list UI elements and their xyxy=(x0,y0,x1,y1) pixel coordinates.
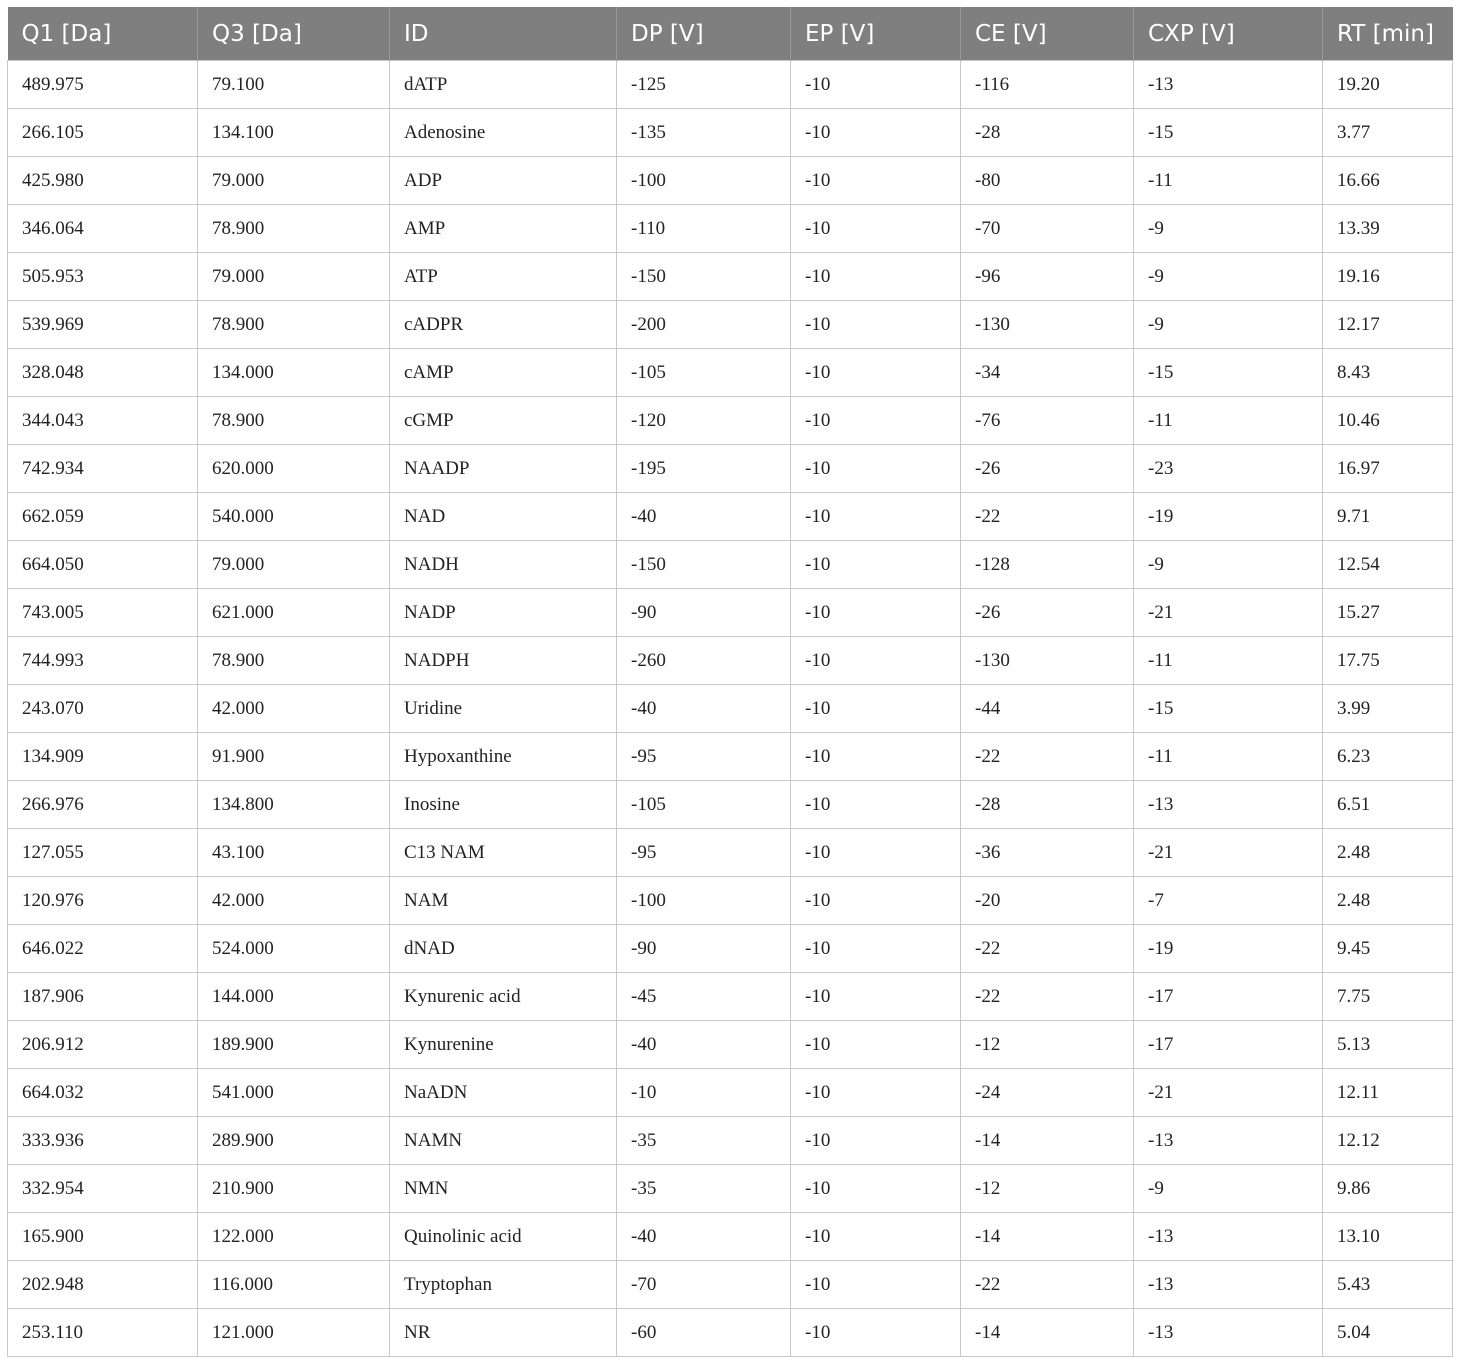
table-cell: -15 xyxy=(1134,109,1323,157)
table-cell: Kynurenic acid xyxy=(390,973,617,1021)
table-cell: NADP xyxy=(390,589,617,637)
table-cell: 3.99 xyxy=(1323,685,1453,733)
table-cell: 540.000 xyxy=(198,493,390,541)
table-cell: -21 xyxy=(1134,589,1323,637)
table-cell: 5.43 xyxy=(1323,1261,1453,1309)
table-cell: -10 xyxy=(791,973,961,1021)
table-cell: 9.45 xyxy=(1323,925,1453,973)
table-cell: -28 xyxy=(961,781,1134,829)
table-cell: 127.055 xyxy=(8,829,198,877)
table-cell: 13.39 xyxy=(1323,205,1453,253)
table-row xyxy=(8,733,1453,781)
table-cell: 202.948 xyxy=(8,1261,198,1309)
table-cell: 328.048 xyxy=(8,349,198,397)
table-cell: -10 xyxy=(791,877,961,925)
table-cell: -10 xyxy=(791,685,961,733)
table-cell: 17.75 xyxy=(1323,637,1453,685)
table-row xyxy=(8,1261,1453,1309)
table-cell: -10 xyxy=(791,493,961,541)
table-cell: 253.110 xyxy=(8,1309,198,1357)
column-header: DP [V] xyxy=(617,7,791,61)
table-cell: -9 xyxy=(1134,253,1323,301)
table-cell: -10 xyxy=(791,829,961,877)
table-cell: 12.12 xyxy=(1323,1117,1453,1165)
table-cell: 210.900 xyxy=(198,1165,390,1213)
table-cell: -10 xyxy=(791,301,961,349)
table-cell: 332.954 xyxy=(8,1165,198,1213)
table-cell: -130 xyxy=(961,301,1134,349)
table-cell: 2.48 xyxy=(1323,829,1453,877)
table-cell: -9 xyxy=(1134,541,1323,589)
table-cell: -128 xyxy=(961,541,1134,589)
table-cell: -15 xyxy=(1134,685,1323,733)
table-row xyxy=(8,397,1453,445)
table-cell: -95 xyxy=(617,829,791,877)
table-cell: 144.000 xyxy=(198,973,390,1021)
table-cell: 134.100 xyxy=(198,109,390,157)
table-cell: NAM xyxy=(390,877,617,925)
column-header: CE [V] xyxy=(961,7,1134,61)
table-cell: 662.059 xyxy=(8,493,198,541)
table-cell: 12.17 xyxy=(1323,301,1453,349)
table-cell: -28 xyxy=(961,109,1134,157)
table-cell: -11 xyxy=(1134,157,1323,205)
table-cell: -150 xyxy=(617,541,791,589)
table-cell: -10 xyxy=(791,1069,961,1117)
table-row xyxy=(8,589,1453,637)
table-cell: -12 xyxy=(961,1165,1134,1213)
table-row xyxy=(8,685,1453,733)
table-cell: -10 xyxy=(791,1213,961,1261)
table-cell: 539.969 xyxy=(8,301,198,349)
table-cell: 43.100 xyxy=(198,829,390,877)
table-cell: -14 xyxy=(961,1117,1134,1165)
table-cell: -10 xyxy=(791,781,961,829)
table-cell: 12.54 xyxy=(1323,541,1453,589)
table-row xyxy=(8,493,1453,541)
table-cell: 79.100 xyxy=(198,61,390,109)
table-row xyxy=(8,205,1453,253)
table-cell: 6.51 xyxy=(1323,781,1453,829)
table-cell: ADP xyxy=(390,157,617,205)
table-cell: -95 xyxy=(617,733,791,781)
table-cell: -10 xyxy=(791,109,961,157)
table-cell: 79.000 xyxy=(198,541,390,589)
table-cell: -7 xyxy=(1134,877,1323,925)
table-cell: NAD xyxy=(390,493,617,541)
table-cell: 646.022 xyxy=(8,925,198,973)
table-row xyxy=(8,253,1453,301)
table-cell: 524.000 xyxy=(198,925,390,973)
table-cell: -13 xyxy=(1134,1261,1323,1309)
table-cell: 9.86 xyxy=(1323,1165,1453,1213)
table-cell: -70 xyxy=(961,205,1134,253)
table-cell: -10 xyxy=(791,445,961,493)
table-cell: -40 xyxy=(617,493,791,541)
table-cell: -9 xyxy=(1134,1165,1323,1213)
table-cell: -19 xyxy=(1134,925,1323,973)
table-cell: 243.070 xyxy=(8,685,198,733)
table-cell: 621.000 xyxy=(198,589,390,637)
table-cell: 134.800 xyxy=(198,781,390,829)
table-cell: -15 xyxy=(1134,349,1323,397)
table-cell: -40 xyxy=(617,1213,791,1261)
column-header: Q3 [Da] xyxy=(198,7,390,61)
table-cell: -45 xyxy=(617,973,791,1021)
table-body xyxy=(8,61,1453,1357)
table-row xyxy=(8,109,1453,157)
table-cell: Quinolinic acid xyxy=(390,1213,617,1261)
table-cell: 425.980 xyxy=(8,157,198,205)
table-row xyxy=(8,925,1453,973)
table-cell: -100 xyxy=(617,157,791,205)
table-cell: 13.10 xyxy=(1323,1213,1453,1261)
table-cell: -17 xyxy=(1134,1021,1323,1069)
table-cell: 78.900 xyxy=(198,205,390,253)
table-row xyxy=(8,637,1453,685)
table-cell: -26 xyxy=(961,589,1134,637)
table-cell: -110 xyxy=(617,205,791,253)
table-cell: -22 xyxy=(961,493,1134,541)
table-cell: -195 xyxy=(617,445,791,493)
table-cell: NaADN xyxy=(390,1069,617,1117)
table-cell: -10 xyxy=(791,157,961,205)
table-cell: 78.900 xyxy=(198,397,390,445)
table-row xyxy=(8,877,1453,925)
table-cell: -10 xyxy=(791,733,961,781)
table-cell: Tryptophan xyxy=(390,1261,617,1309)
table-cell: 15.27 xyxy=(1323,589,1453,637)
table-cell: -116 xyxy=(961,61,1134,109)
table-cell: ATP xyxy=(390,253,617,301)
table-cell: cAMP xyxy=(390,349,617,397)
table-cell: -150 xyxy=(617,253,791,301)
table-cell: 134.909 xyxy=(8,733,198,781)
table-cell: 664.050 xyxy=(8,541,198,589)
table-cell: -21 xyxy=(1134,829,1323,877)
table-row xyxy=(8,1165,1453,1213)
table-cell: 116.000 xyxy=(198,1261,390,1309)
table-cell: -10 xyxy=(791,397,961,445)
table-cell: -13 xyxy=(1134,1213,1323,1261)
table-cell: 289.900 xyxy=(198,1117,390,1165)
table-cell: cGMP xyxy=(390,397,617,445)
table-cell: -9 xyxy=(1134,205,1323,253)
table-cell: -10 xyxy=(791,349,961,397)
table-cell: 78.900 xyxy=(198,637,390,685)
table-cell: -10 xyxy=(791,589,961,637)
table-cell: Inosine xyxy=(390,781,617,829)
table-row xyxy=(8,1069,1453,1117)
table-cell: NAMN xyxy=(390,1117,617,1165)
table-cell: -76 xyxy=(961,397,1134,445)
table-cell: NADPH xyxy=(390,637,617,685)
table-cell: -12 xyxy=(961,1021,1134,1069)
table-cell: -10 xyxy=(791,1165,961,1213)
table-cell: 9.71 xyxy=(1323,493,1453,541)
table-cell: -11 xyxy=(1134,733,1323,781)
table-cell: 42.000 xyxy=(198,685,390,733)
table-cell: -14 xyxy=(961,1309,1134,1357)
table-cell: -13 xyxy=(1134,781,1323,829)
table-cell: -100 xyxy=(617,877,791,925)
table-cell: -22 xyxy=(961,1261,1134,1309)
column-header: Q1 [Da] xyxy=(8,7,198,61)
table-cell: -125 xyxy=(617,61,791,109)
table-cell: -40 xyxy=(617,685,791,733)
table-cell: 8.43 xyxy=(1323,349,1453,397)
table-cell: 189.900 xyxy=(198,1021,390,1069)
table-cell: 489.975 xyxy=(8,61,198,109)
table-cell: -10 xyxy=(791,541,961,589)
table-cell: -14 xyxy=(961,1213,1134,1261)
table-cell: cADPR xyxy=(390,301,617,349)
table-cell: AMP xyxy=(390,205,617,253)
table-cell: -120 xyxy=(617,397,791,445)
table-row xyxy=(8,61,1453,109)
table-cell: -10 xyxy=(791,1309,961,1357)
column-header: RT [min] xyxy=(1323,7,1453,61)
table-cell: -10 xyxy=(617,1069,791,1117)
table-cell: -135 xyxy=(617,109,791,157)
table-cell: -34 xyxy=(961,349,1134,397)
table-cell: dNAD xyxy=(390,925,617,973)
table-cell: -26 xyxy=(961,445,1134,493)
table-cell: -22 xyxy=(961,973,1134,1021)
table-cell: -11 xyxy=(1134,637,1323,685)
table-cell: -105 xyxy=(617,781,791,829)
table-cell: -200 xyxy=(617,301,791,349)
table-cell: -40 xyxy=(617,1021,791,1069)
table-cell: 620.000 xyxy=(198,445,390,493)
table-cell: 3.77 xyxy=(1323,109,1453,157)
table-cell: NAADP xyxy=(390,445,617,493)
table-cell: 79.000 xyxy=(198,157,390,205)
table-cell: -105 xyxy=(617,349,791,397)
table-cell: 266.105 xyxy=(8,109,198,157)
table-cell: 42.000 xyxy=(198,877,390,925)
table-cell: -23 xyxy=(1134,445,1323,493)
table-cell: -13 xyxy=(1134,1117,1323,1165)
table-cell: -90 xyxy=(617,925,791,973)
table-cell: -10 xyxy=(791,1021,961,1069)
table-cell: 120.976 xyxy=(8,877,198,925)
table-cell: -10 xyxy=(791,61,961,109)
table-cell: 78.900 xyxy=(198,301,390,349)
table-row xyxy=(8,1117,1453,1165)
table-cell: NMN xyxy=(390,1165,617,1213)
table-cell: 7.75 xyxy=(1323,973,1453,1021)
table-cell: 2.48 xyxy=(1323,877,1453,925)
header-row xyxy=(8,7,1453,61)
table-cell: 664.032 xyxy=(8,1069,198,1117)
table-row xyxy=(8,829,1453,877)
table-cell: -13 xyxy=(1134,61,1323,109)
table-cell: 206.912 xyxy=(8,1021,198,1069)
table-cell: -36 xyxy=(961,829,1134,877)
table-cell: 744.993 xyxy=(8,637,198,685)
table-cell: dATP xyxy=(390,61,617,109)
table-cell: C13 NAM xyxy=(390,829,617,877)
table-cell: -17 xyxy=(1134,973,1323,1021)
table-cell: 12.11 xyxy=(1323,1069,1453,1117)
table-cell: -35 xyxy=(617,1117,791,1165)
table-row xyxy=(8,973,1453,1021)
table-cell: -10 xyxy=(791,205,961,253)
table-cell: -35 xyxy=(617,1165,791,1213)
table-cell: -10 xyxy=(791,1261,961,1309)
table-row xyxy=(8,1309,1453,1357)
table-cell: -22 xyxy=(961,733,1134,781)
table-cell: 79.000 xyxy=(198,253,390,301)
table-cell: -11 xyxy=(1134,397,1323,445)
column-header: EP [V] xyxy=(791,7,961,61)
table-cell: -10 xyxy=(791,1117,961,1165)
table-cell: -260 xyxy=(617,637,791,685)
table-cell: -10 xyxy=(791,925,961,973)
table-cell: -9 xyxy=(1134,301,1323,349)
table-cell: -70 xyxy=(617,1261,791,1309)
table-row xyxy=(8,349,1453,397)
table-cell: 6.23 xyxy=(1323,733,1453,781)
table-cell: 122.000 xyxy=(198,1213,390,1261)
column-header: CXP [V] xyxy=(1134,7,1323,61)
table-row xyxy=(8,445,1453,493)
table-cell: -21 xyxy=(1134,1069,1323,1117)
table-cell: Uridine xyxy=(390,685,617,733)
table-cell: 16.97 xyxy=(1323,445,1453,493)
table-cell: -44 xyxy=(961,685,1134,733)
table-cell: 91.900 xyxy=(198,733,390,781)
table-row xyxy=(8,1021,1453,1069)
table-cell: 505.953 xyxy=(8,253,198,301)
table-cell: -13 xyxy=(1134,1309,1323,1357)
table-cell: 346.064 xyxy=(8,205,198,253)
table-cell: 187.906 xyxy=(8,973,198,1021)
table-cell: 266.976 xyxy=(8,781,198,829)
table-cell: -130 xyxy=(961,637,1134,685)
table-cell: -19 xyxy=(1134,493,1323,541)
table-cell: 743.005 xyxy=(8,589,198,637)
table-cell: -90 xyxy=(617,589,791,637)
table-cell: NADH xyxy=(390,541,617,589)
table-container xyxy=(7,7,1452,1357)
table-cell: 5.04 xyxy=(1323,1309,1453,1357)
table-row xyxy=(8,157,1453,205)
table-cell: 19.20 xyxy=(1323,61,1453,109)
table-cell: 165.900 xyxy=(8,1213,198,1261)
table-cell: NR xyxy=(390,1309,617,1357)
table-cell: 19.16 xyxy=(1323,253,1453,301)
table-cell: 121.000 xyxy=(198,1309,390,1357)
table-cell: 742.934 xyxy=(8,445,198,493)
table-cell: 333.936 xyxy=(8,1117,198,1165)
table-row xyxy=(8,301,1453,349)
table-cell: -22 xyxy=(961,925,1134,973)
table-cell: -10 xyxy=(791,253,961,301)
data-table xyxy=(7,7,1453,1357)
table-cell: -20 xyxy=(961,877,1134,925)
table-cell: 5.13 xyxy=(1323,1021,1453,1069)
table-cell: Adenosine xyxy=(390,109,617,157)
table-cell: Hypoxanthine xyxy=(390,733,617,781)
table-cell: 541.000 xyxy=(198,1069,390,1117)
column-header: ID xyxy=(390,7,617,61)
table-cell: 134.000 xyxy=(198,349,390,397)
table-cell: 10.46 xyxy=(1323,397,1453,445)
table-cell: -10 xyxy=(791,637,961,685)
table-row xyxy=(8,541,1453,589)
table-row xyxy=(8,781,1453,829)
table-cell: -24 xyxy=(961,1069,1134,1117)
table-cell: -60 xyxy=(617,1309,791,1357)
table-cell: 16.66 xyxy=(1323,157,1453,205)
table-row xyxy=(8,1213,1453,1261)
table-cell: -80 xyxy=(961,157,1134,205)
table-cell: -96 xyxy=(961,253,1134,301)
table-cell: 344.043 xyxy=(8,397,198,445)
table-cell: Kynurenine xyxy=(390,1021,617,1069)
